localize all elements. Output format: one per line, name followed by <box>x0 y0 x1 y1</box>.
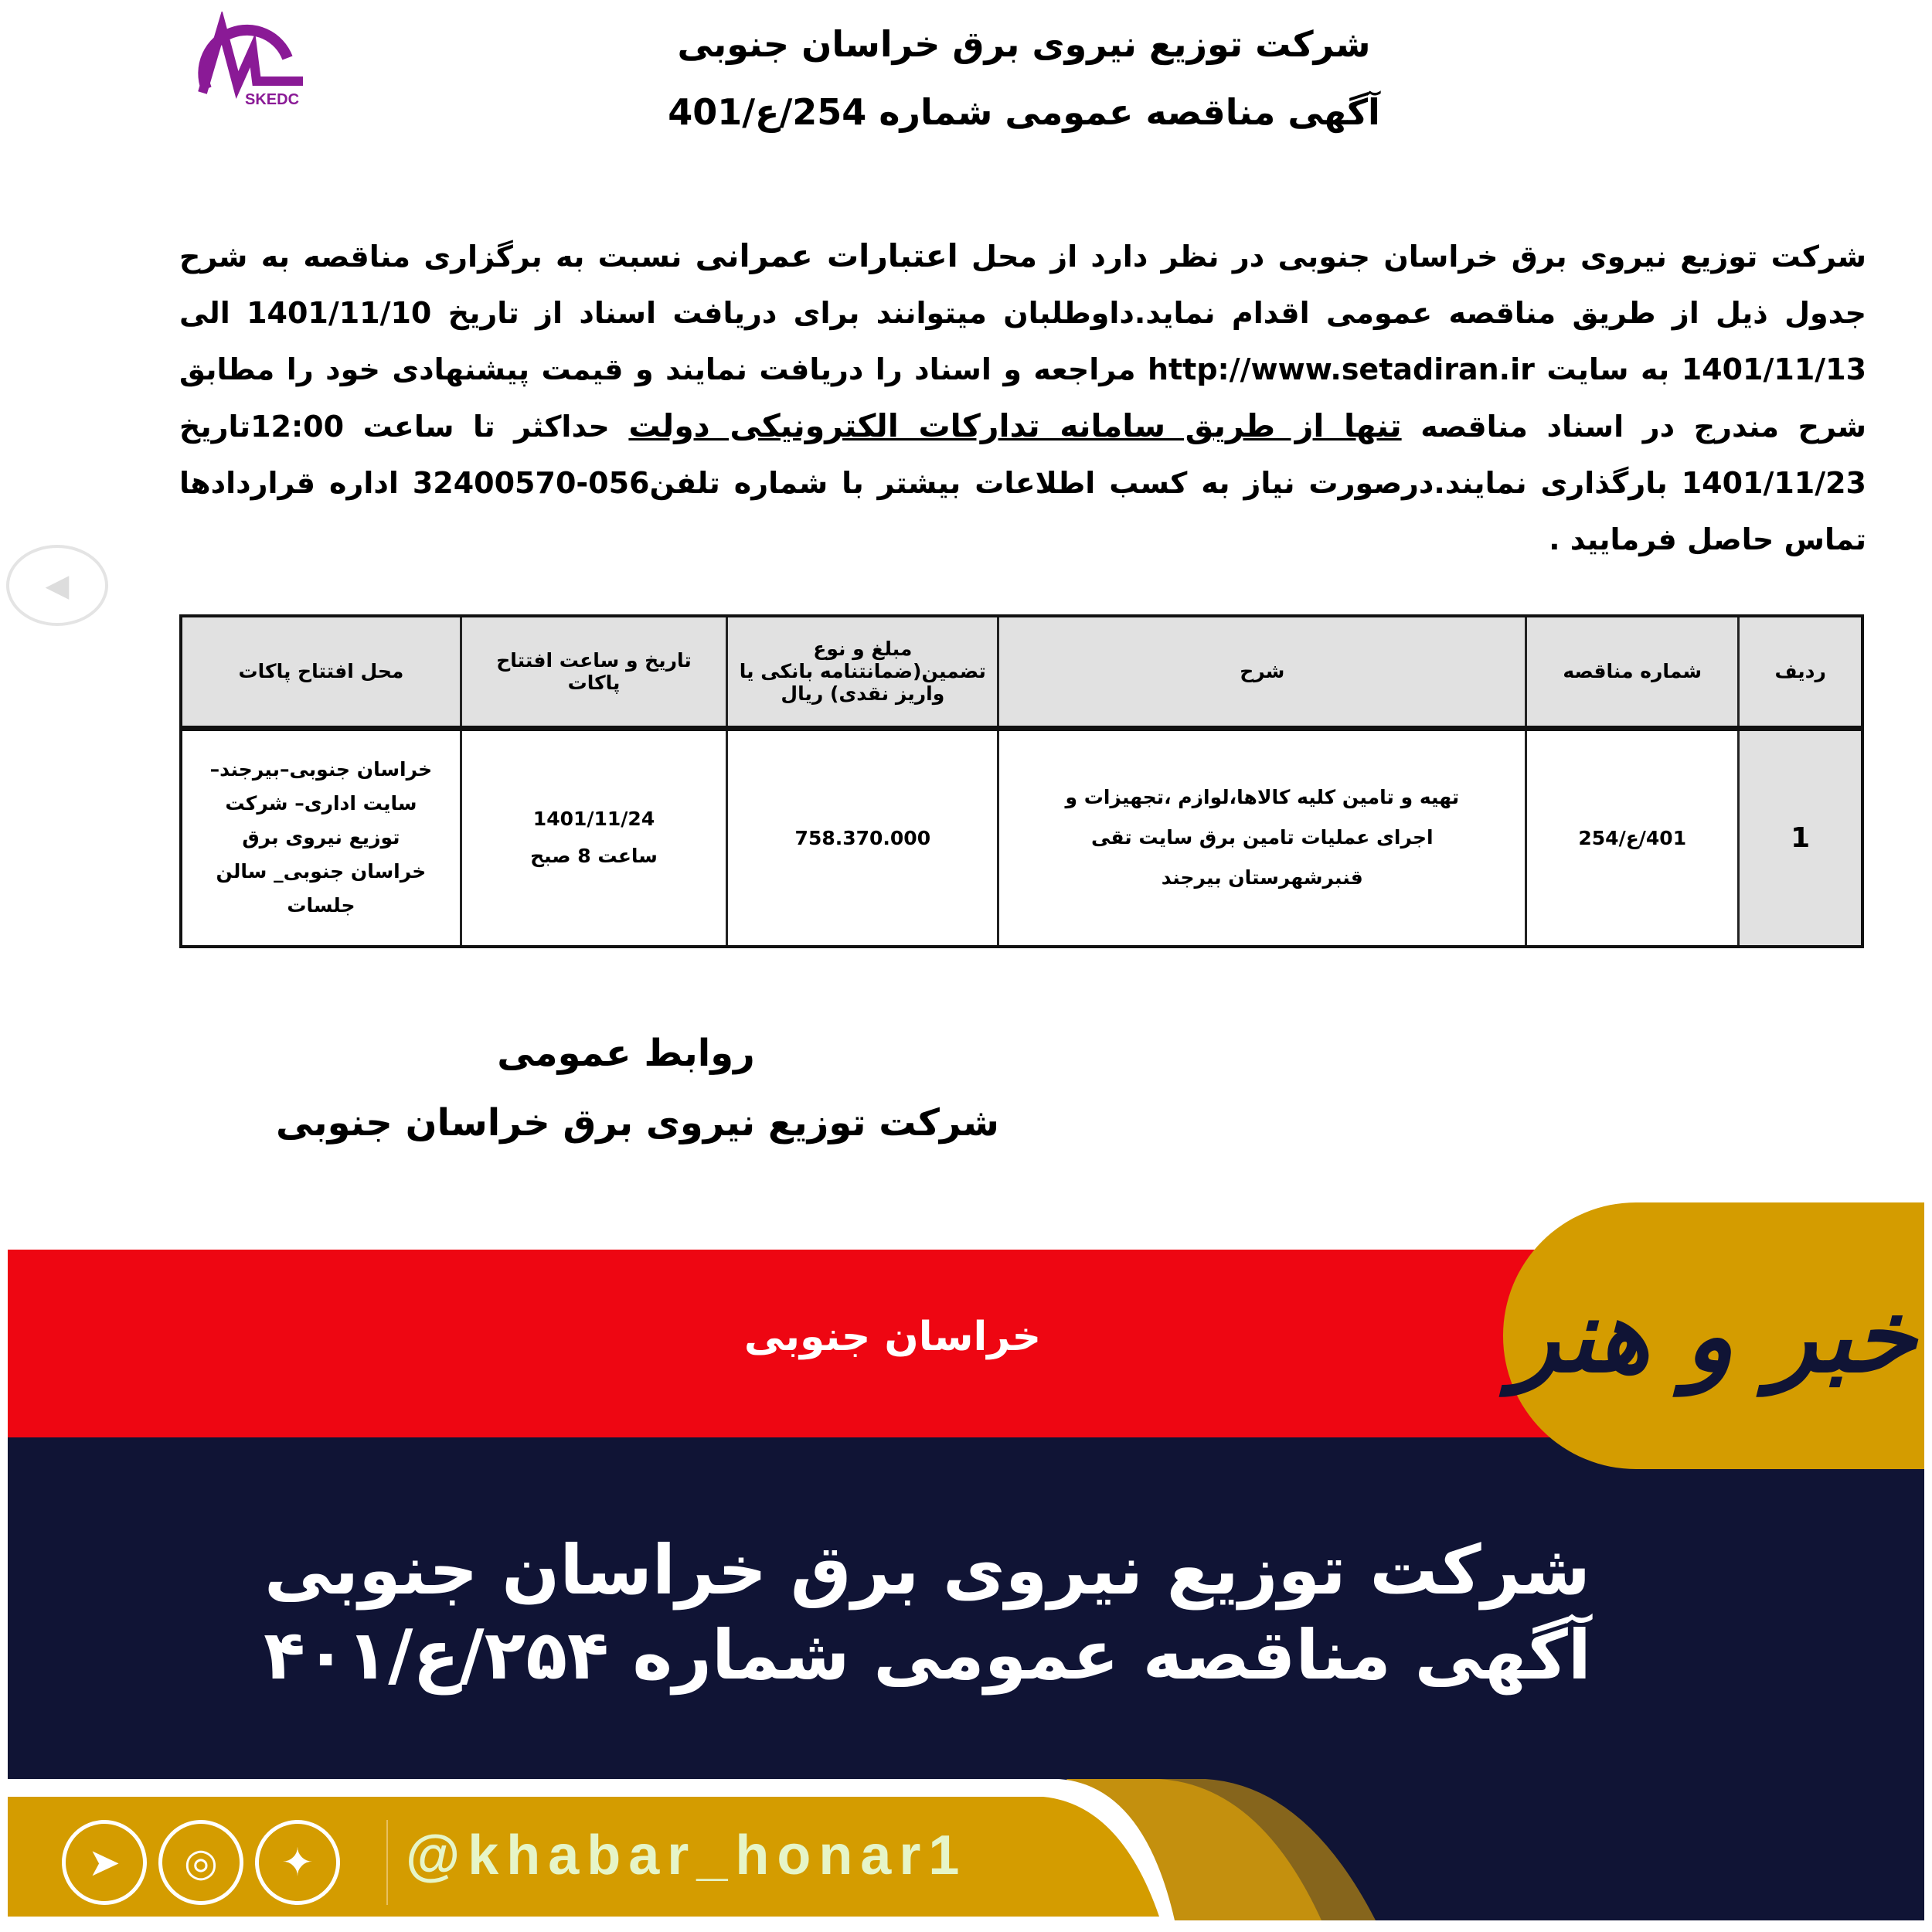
logo-text: SKEDC <box>245 91 300 108</box>
funding-source: اعتبارات عمرانی <box>695 237 958 274</box>
notice-title: آگهی مناقصه عمومی شماره 254/ع/401 <box>668 91 1380 133</box>
text: حداکثر تا ساعت <box>344 410 629 444</box>
banner-title-line2: آگهی مناقصه عمومی شماره ۲۵۴/ع/۴۰۱ <box>264 1615 1591 1695</box>
signature-dept: روابط عمومی <box>497 1032 755 1075</box>
text: اداره قراردادها تماس حاصل فرمایید . <box>179 466 1866 556</box>
col-opening-place: محل افتتاح پاکات <box>181 616 461 728</box>
text: تاریخ <box>179 410 251 444</box>
date-to: 1401/11/13 <box>1681 352 1867 386</box>
deadline-time: 12:00 <box>250 410 345 444</box>
text: بارگذاری نمایند.درصورت نیاز به کسب اطلاعات بیشتر با شماره تلفن <box>649 466 1682 500</box>
company-title: شرکت توزیع نیروی برق خراسان جنوبی <box>677 23 1371 65</box>
cell-opening-date: 1401/11/24 ساعت 8 صبح <box>461 728 726 947</box>
submission-channel: تنها از طریق سامانه تدارکات الکترونیکی دولت <box>628 407 1402 444</box>
previous-arrow-button[interactable] <box>6 545 108 626</box>
table-header-row <box>181 616 1862 728</box>
phone: 056-32400570 <box>412 466 650 500</box>
cell-guarantee: 758.370.000 <box>727 728 998 947</box>
cell-tender-no: 401/ع/254 <box>1526 728 1739 947</box>
text: شرکت توزیع نیروی برق خراسان جنوبی در نظر دارد از محل <box>957 240 1866 274</box>
divider <box>386 1820 388 1905</box>
instagram-icon[interactable]: ◎ <box>158 1820 243 1905</box>
banner-title-line1: شرکت توزیع نیروی برق خراسان جنوبی <box>264 1530 1590 1610</box>
social-handle: @khabar_honar1 <box>406 1825 968 1886</box>
col-row: ردیف <box>1739 616 1862 728</box>
date-from: 1401/11/10 <box>247 296 432 330</box>
notice-body <box>179 228 1866 568</box>
telegram-icon[interactable]: ➤ <box>62 1820 147 1905</box>
deadline-date: 1401/11/23 <box>1681 466 1866 500</box>
tender-table <box>179 614 1864 948</box>
region-label: خراسان جنوبی <box>743 1314 1042 1360</box>
brand-logo: خبر و هنر <box>1503 1202 1924 1469</box>
col-guarantee: مبلغ و نوع تضمین(ضمانتنامه بانکی یا واریز نقدی) ریال <box>727 616 998 728</box>
cell-opening-place: خراسان جنوبی–بیرجند– سایت اداری– شرکت توزیع نیروی برق خراسان جنوبی_ سالن جلسات <box>181 728 461 947</box>
chevron-left-icon: ◀ <box>45 567 70 604</box>
cell-row: 1 <box>1739 728 1862 947</box>
col-opening-date: تاریخ و ساعت افتتاح پاکات <box>461 616 726 728</box>
text: مراجعه و اسناد را دریافت نمایند و قیمت پیشنهادی خود را مطابق شرح مندرج در اسناد مناقصه <box>179 352 1866 444</box>
col-tender-no: شماره مناقصه <box>1526 616 1739 728</box>
text: به سایت <box>1534 352 1682 386</box>
cell-description: تهیه و تامین کلیه کالاها،لوازم ،تجهیزات و اجرای عملیات تامین برق سایت تقی قنبرشهرستان بیرجند <box>998 728 1526 947</box>
col-description: شرح <box>998 616 1526 728</box>
twitter-icon[interactable]: ✦ <box>255 1820 340 1905</box>
signature-company: شرکت توزیع نیروی برق خراسان جنوبی <box>276 1101 999 1145</box>
table-row <box>181 728 1862 947</box>
text: نسبت به برگزاری مناقصه به شرح جدول ذیل از طریق مناقصه عمومی اقدام نماید.داوطلبان میتوانند برای دریافت اسناد از تاریخ <box>179 240 1867 330</box>
site-link[interactable]: http://www.setadiran.ir <box>1147 352 1535 386</box>
text: الی <box>179 296 247 330</box>
skedc-logo <box>179 12 318 108</box>
